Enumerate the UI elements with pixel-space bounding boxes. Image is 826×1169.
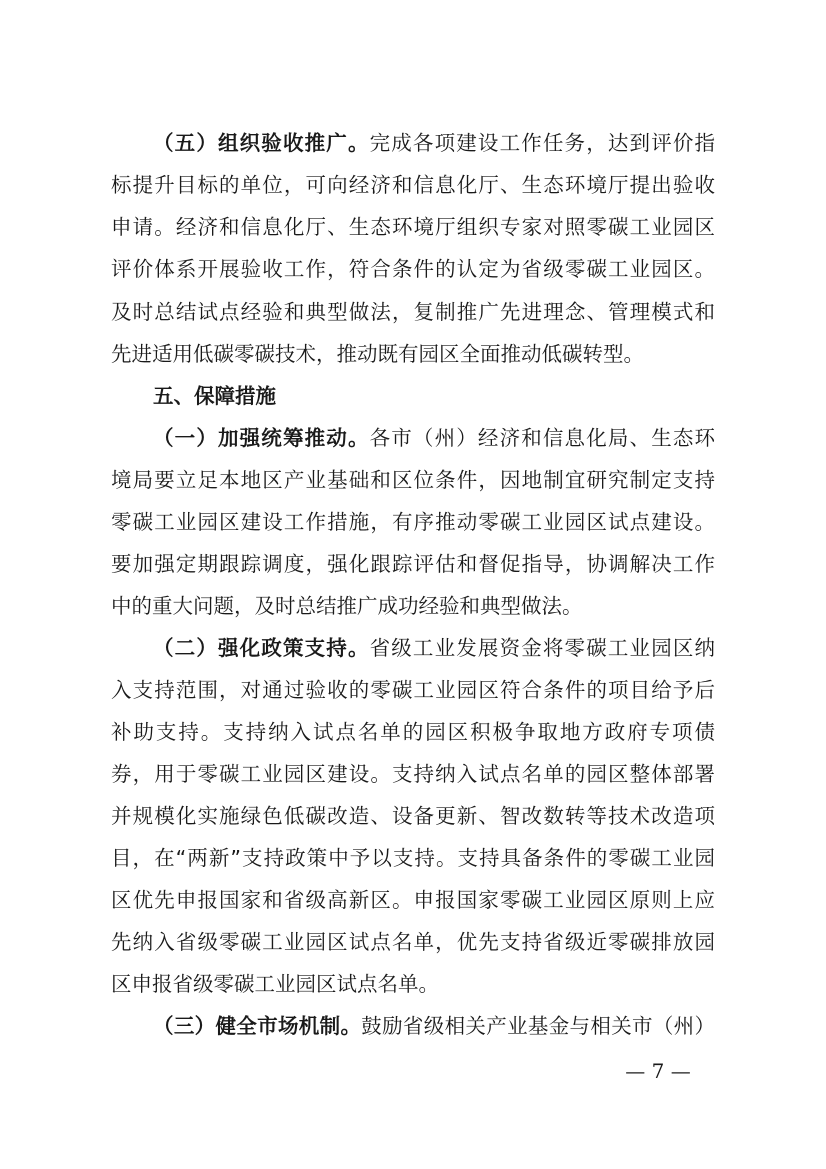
paragraph-line <box>153 418 715 458</box>
paragraph-line: 并规模化实施绿色低碳改造、设备更新、智改数转等技术改造项 <box>111 804 715 828</box>
paragraph-line: 申请。经济和信息化厅、生态环境厅组织专家对照零碳工业园区 <box>111 215 715 239</box>
paragraph-line <box>153 628 715 668</box>
paragraph-text: 鼓励省级相关产业基金与相关市（州） <box>361 1014 716 1038</box>
paragraph-line: 中的重大问题，及时总结推广成功经验和典型做法。 <box>111 594 583 618</box>
paragraph-line: 补助支持。支持纳入试点名单的园区积极争取地方政府专项债 <box>111 720 715 744</box>
paragraph-lead: （五）组织验收推广。 <box>153 131 370 155</box>
paragraph-line: 先纳入省级零碳工业园区试点名单，优先支持省级近零碳排放园 <box>111 930 715 954</box>
paragraph-line: 要加强定期跟踪调度，强化跟踪评估和督促指导，协调解决工作 <box>111 552 715 576</box>
paragraph-line: 入支持范围，对通过验收的零碳工业园区符合条件的项目给予后 <box>111 678 715 702</box>
paragraph-line: 券，用于零碳工业园区建设。支持纳入试点名单的园区整体部署 <box>111 762 715 786</box>
paragraph-text: 省级工业发展资金将零碳工业园区纳 <box>369 636 716 660</box>
paragraph-lead: （一）加强统筹推动。 <box>153 426 370 450</box>
paragraph-lead: （二）强化政策支持。 <box>153 636 370 660</box>
paragraph-text: 各市（州）经济和信息化局、生态环 <box>369 426 716 450</box>
section-heading: 五、保障措施 <box>153 384 276 408</box>
paragraph-line <box>153 123 715 163</box>
paragraph-line: 先进适用低碳零碳技术，推动既有园区全面推动低碳转型。 <box>111 342 644 366</box>
paragraph-line <box>153 1006 715 1046</box>
paragraph-line: 境局要立足本地区产业基础和区位条件，因地制宜研究制定支持 <box>111 468 715 492</box>
paragraph-line: 目，在“两新”支持政策中予以支持。支持具备条件的零碳工业园 <box>111 846 715 870</box>
paragraph-line: 区优先申报国家和省级高新区。申报国家零碳工业园区原则上应 <box>111 888 715 912</box>
paragraph-line: 标提升目标的单位，可向经济和信息化厅、生态环境厅提出验收 <box>111 173 715 197</box>
paragraph-lead: （三）健全市场机制。 <box>153 1014 362 1038</box>
paragraph-line: 评价体系开展验收工作，符合条件的认定为省级零碳工业园区。 <box>111 257 715 281</box>
paragraph-line: 及时总结试点经验和典型做法，复制推广先进理念、管理模式和 <box>111 300 715 324</box>
page-number: — 7 — <box>625 1059 691 1083</box>
paragraph-line: 零碳工业园区建设工作措施，有序推动零碳工业园区试点建设。 <box>111 510 715 534</box>
paragraph-text: 完成各项建设工作任务，达到评价指 <box>369 131 716 155</box>
paragraph-line: 区申报省级零碳工业园区试点名单。 <box>111 972 439 996</box>
